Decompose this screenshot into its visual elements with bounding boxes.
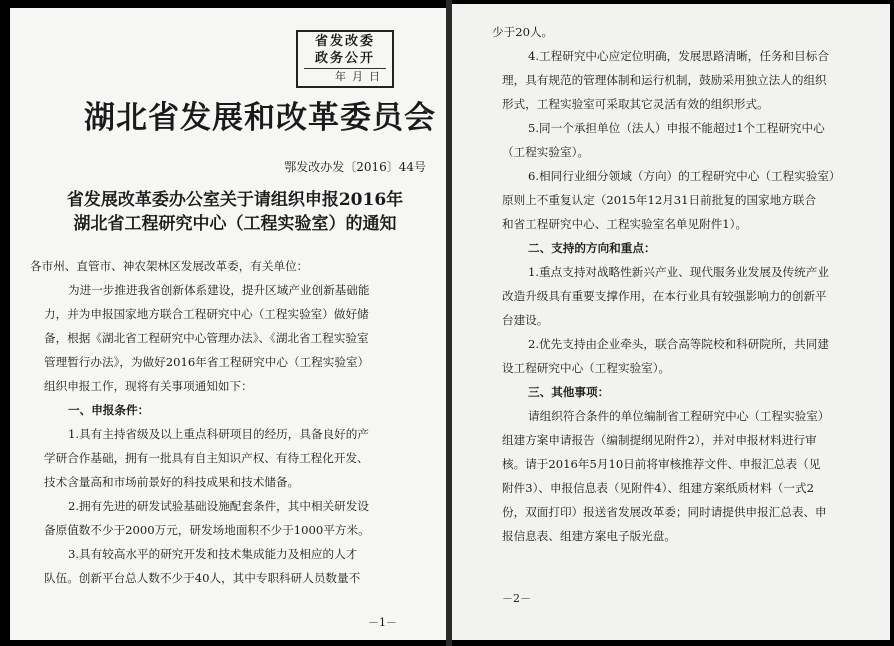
- text-line: 3.具有较高水平的研究开发和技术集成能力及相应的人才: [68, 547, 358, 561]
- text-line: 改造升级具有重要支撑作用，在本行业具有较强影响力的创新平: [502, 289, 827, 303]
- text-line: （工程实验室）。: [502, 145, 589, 159]
- text-line: 报信息表、组建方案电子版光盘。: [502, 529, 676, 543]
- text-line: 2.拥有先进的研发试验基础设施配套条件，其中相关研发设: [68, 499, 369, 513]
- section-heading: 一、申报条件：: [68, 403, 150, 417]
- section-heading: 二、支持的方向和重点：: [528, 241, 656, 255]
- disclosure-stamp: [296, 30, 394, 88]
- text-line: 队伍。创新平台总人数不少于40人，其中专职科研人员数量不: [44, 571, 361, 585]
- page-number: －1－: [368, 616, 397, 629]
- text-line: 4.工程研究中心应定位明确，发展思路清晰，任务和目标合: [528, 49, 829, 63]
- text-line: 2.优先支持由企业牵头，联合高等院校和科研院所，共同建: [528, 337, 829, 351]
- text-line: 设工程研究中心（工程实验室）。: [502, 361, 671, 375]
- title-line-2: 湖北省工程研究中心（工程实验室）的通知: [73, 214, 397, 234]
- text-line: 台建设。: [502, 313, 549, 327]
- text-line: 技术含量高和市场前景好的科技成果和技术储备。: [44, 475, 300, 489]
- stamp-line-1: 省发改委: [314, 34, 375, 49]
- agency-name: 湖北省发展和改革委员会: [84, 100, 436, 136]
- page-number: －2－: [502, 592, 531, 605]
- stamp-line-2: 政务公开: [314, 51, 375, 66]
- text-line: 6.相同行业细分领域（方向）的工程研究中心（工程实验室）: [528, 169, 841, 183]
- text-line: 请组织符合条件的单位编制省工程研究中心（工程实验室）: [528, 409, 830, 423]
- text-line: 形式，工程实验室可采取其它灵活有效的组织形式。: [502, 97, 769, 111]
- text-line: 备原值数不少于2000万元，研发场地面积不少于1000平方米。: [44, 523, 370, 537]
- text-line: 组建方案申请报告（编制提纲见附件2），并对申报材料进行审: [502, 433, 817, 447]
- text-line: 理，具有规范的管理体制和运行机制，鼓励采用独立法人的组织: [502, 73, 827, 87]
- text-line: 5.同一个承担单位（法人）申报不能超过1个工程研究中心: [528, 121, 825, 135]
- text-line: 管理暂行办法》，为做好2016年省工程研究中心（工程实验室）: [44, 355, 370, 369]
- text-line: 备，根据《湖北省工程研究中心管理办法》、《湖北省工程实验室: [44, 331, 369, 345]
- text-line: 1.重点支持对战略性新兴产业、现代服务业发展及传统产业: [528, 265, 829, 279]
- document-title: [50, 188, 420, 236]
- text-line: 附件3）、申报信息表（见附件4）、组建方案纸质材料（一式2: [502, 481, 814, 495]
- text-line: 力，并为申报国家地方联合工程研究中心（工程实验室）做好储: [44, 307, 369, 321]
- text-line: 1.具有主持省级及以上重点科研项目的经历，具备良好的产: [68, 427, 369, 441]
- section-heading: 三、其他事项：: [528, 385, 610, 399]
- title-line-1: 省发展改革委办公室关于请组织申报2016年: [66, 190, 404, 210]
- text-line: 原则上不重复认定（2015年12月31日前批复的国家地方联合: [502, 193, 817, 207]
- text-line: 学研合作基础，拥有一批具有自主知识产权、有待工程化开发、: [44, 451, 369, 465]
- text-line: 核。请于2016年5月10日前将审核推荐文件、申报汇总表（见: [502, 457, 821, 471]
- text-line: 各市州、直管市、神农架林区发展改革委，有关单位：: [30, 259, 309, 273]
- text-line: 组织申报工作，现将有关事项通知如下：: [44, 379, 253, 393]
- document-page-left: [10, 8, 446, 640]
- text-line: 和省工程研究中心、工程实验室名单见附件1）。: [502, 217, 748, 231]
- document-page-right: [452, 4, 890, 640]
- text-line: 份，双面打印）报送省发展改革委；同时请提供申报汇总表、申: [502, 505, 827, 519]
- text-line: 少于20人。: [492, 25, 554, 39]
- stamp-line-3: 年月日: [304, 68, 386, 84]
- document-number: 鄂发改办发〔2016〕44号: [284, 160, 426, 174]
- text-line: 为进一步推进我省创新体系建设，提升区域产业创新基础能: [68, 283, 370, 297]
